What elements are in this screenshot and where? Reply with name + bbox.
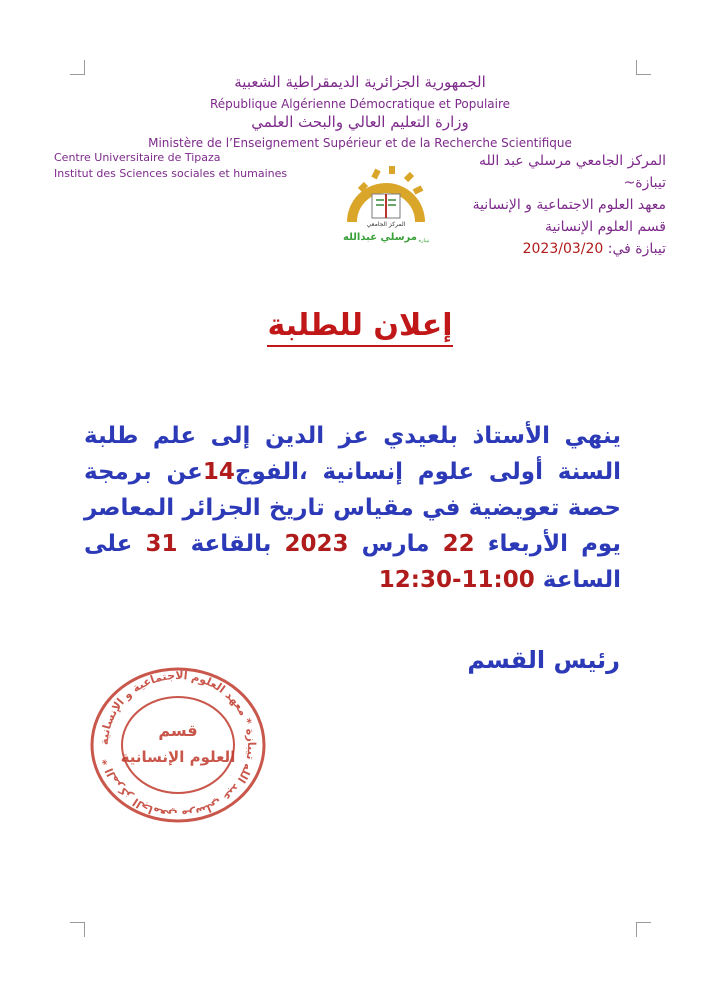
announcement-part-4: على الساعة xyxy=(84,531,621,593)
institution-ar-line-3: معهد العلوم الاجتماعية و الإنسانية xyxy=(472,197,666,213)
department-stamp xyxy=(86,666,270,824)
announcement-room-number: 31 xyxy=(145,531,178,557)
stamp-inner-ring xyxy=(122,697,234,793)
university-logo xyxy=(340,160,432,252)
crop-mark-bottom-right xyxy=(636,922,651,937)
institution-french-block xyxy=(54,150,287,182)
stamp-inner-line-1: قسم xyxy=(158,721,198,740)
institution-arabic-block xyxy=(436,150,666,260)
logo-text-right: تيبازة xyxy=(418,238,430,244)
header-ministry-french: Ministère de l’Enseignement Supérieur et de la Recherche Scientifique xyxy=(148,136,572,150)
document-date xyxy=(436,238,666,260)
announcement-group-number: 14 xyxy=(202,459,235,485)
announcement-body xyxy=(84,418,621,598)
announcement-time: 11:00-12:30 xyxy=(378,567,535,593)
announcement-part-2: عن برمجة حصة تعويضية في مقياس تاريخ الجزائر المعاصر يوم الأربعاء xyxy=(84,459,621,557)
header-republic-french: République Algérienne Démocratique et Populaire xyxy=(209,97,511,111)
logo-book-center xyxy=(372,194,400,218)
stamp-outer-text: المركز الجامعي مرسلي عبد الله تيبازة * معهد العلوم الاجتماعية و الإنسانية * xyxy=(97,668,259,822)
institution-ar-line-2: تيبازة~ xyxy=(623,175,666,191)
logo-text-bottom: مرسلي عبدالله xyxy=(343,232,417,243)
institution-ar-line-4: قسم العلوم الإنسانية xyxy=(545,219,666,235)
institution-line-1: Centre Universitaire de Tipaza xyxy=(54,151,221,164)
announcement-month: مارس xyxy=(361,531,430,557)
header-republic-arabic: الجمهورية الجزائرية الديمقراطية الشعبية xyxy=(234,73,486,91)
logo-text-top: المركز الجامعي xyxy=(366,221,406,228)
stamp-outer-ring xyxy=(92,669,264,821)
date-label: تيبازة في: xyxy=(607,241,666,257)
crop-mark-bottom-left xyxy=(70,922,85,937)
date-value: 2023/03/20 xyxy=(522,241,604,257)
announcement-title-wrapper xyxy=(0,308,720,343)
announcement-part-3: بالقاعة xyxy=(190,531,272,557)
department-head-signature-label: رئيس القسم xyxy=(467,646,620,674)
announcement-day: 22 xyxy=(442,531,475,557)
stamp-inner-line-2: العلوم الإنسانية xyxy=(120,748,236,766)
institution-line-2: Institut des Sciences sociales et humaines xyxy=(54,167,288,180)
header-ministry-arabic: وزارة التعليم العالي والبحث العلمي xyxy=(251,113,469,131)
announcement-title: إعلان للطلبة xyxy=(267,308,452,347)
announcement-year: 2023 xyxy=(284,531,349,557)
announcement-part-1: ينهي الأستاذ بلعيدي عز الدين إلى علم طلبة السنة أولى علوم إنسانية ،الفوج xyxy=(84,423,621,485)
institution-ar-line-1: المركز الجامعي مرسلي عبد الله xyxy=(478,153,666,169)
